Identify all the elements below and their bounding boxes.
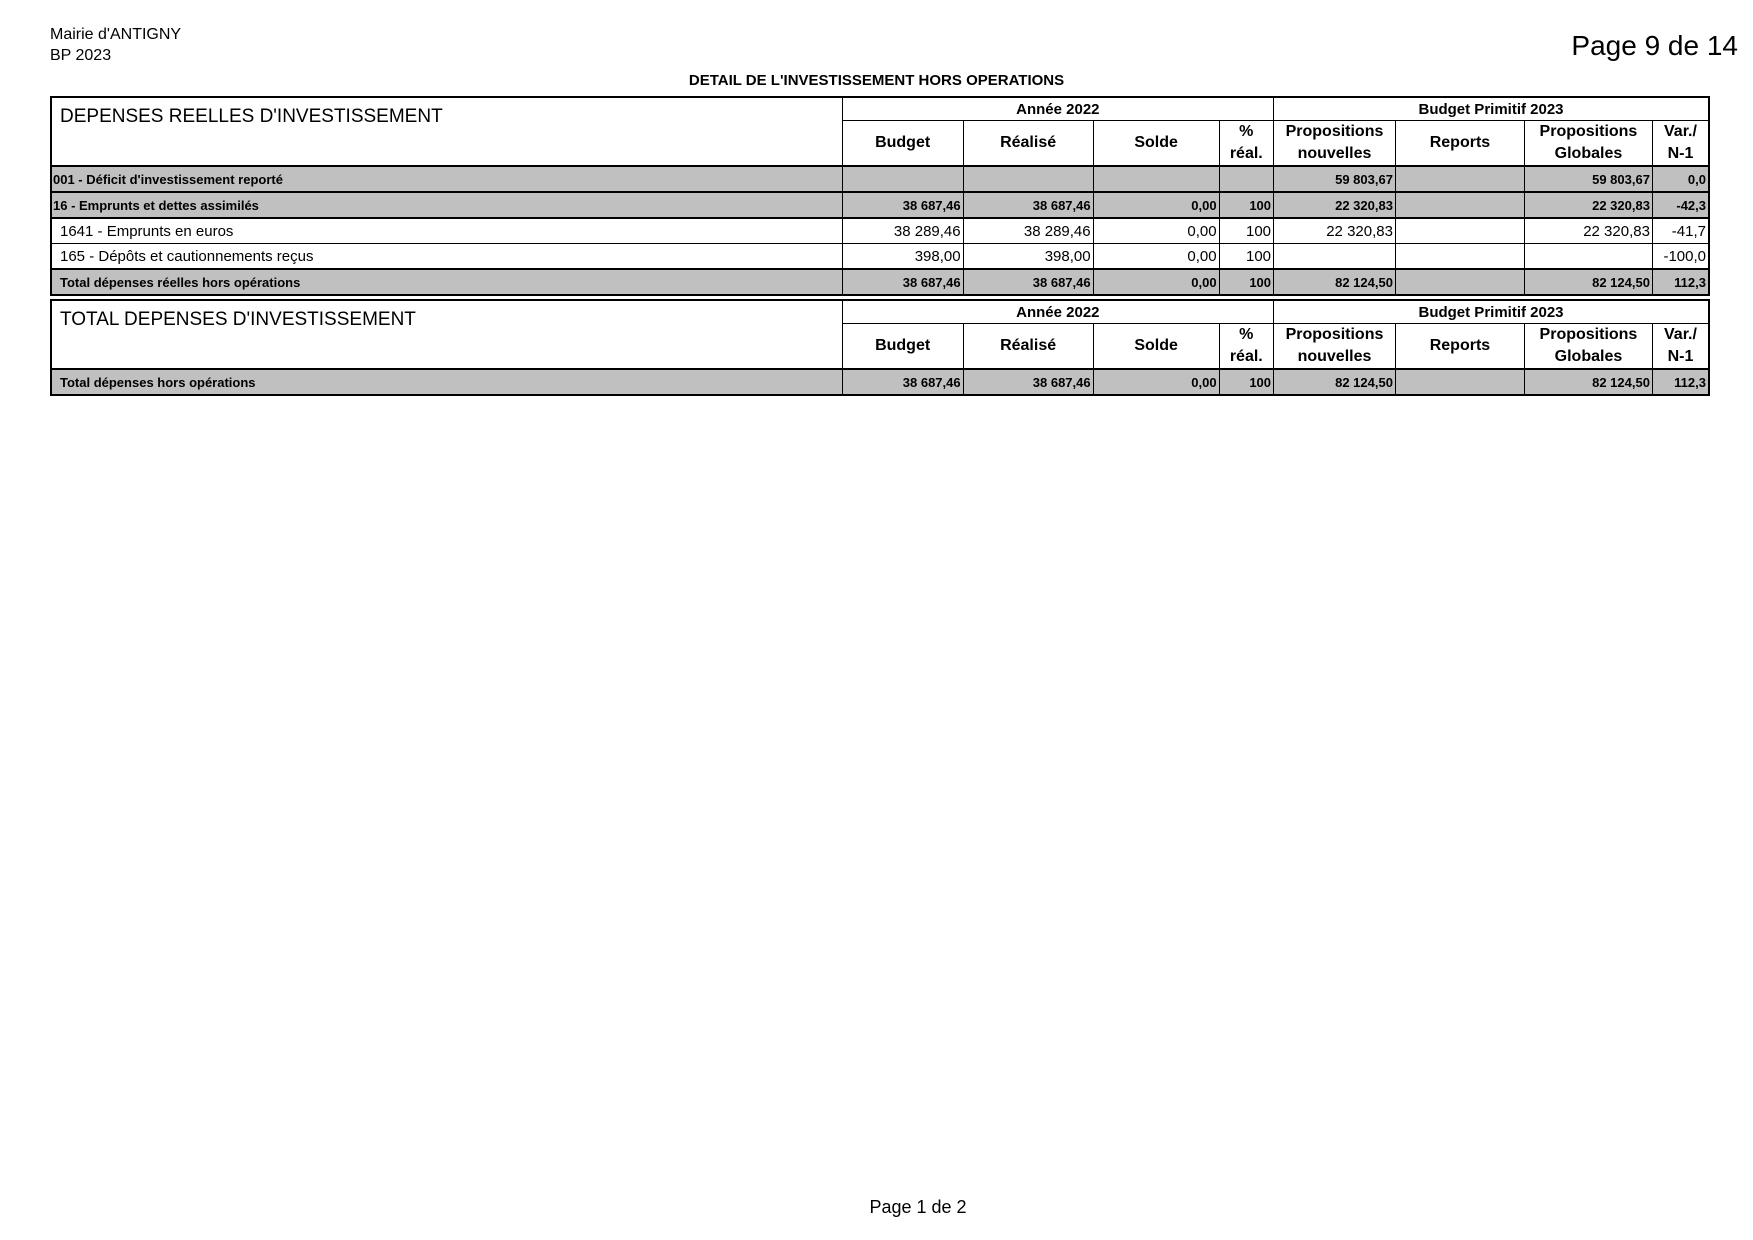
cell-variation: 112,3	[1652, 269, 1709, 295]
col-header-propositions-globales: Propositions Globales	[1524, 324, 1652, 370]
cell-reports	[1395, 369, 1524, 395]
col-header-reports: Reports	[1395, 324, 1524, 370]
group-header-2022: Année 2022	[842, 97, 1273, 121]
cell-budget: 38 289,46	[842, 218, 963, 244]
cell-budget: 38 687,46	[842, 369, 963, 395]
cell-budget: 38 687,46	[842, 192, 963, 218]
cell-reports	[1395, 218, 1524, 244]
cell-solde: 0,00	[1093, 192, 1219, 218]
table-row	[51, 166, 1709, 192]
cell-variation: -100,0	[1652, 244, 1709, 270]
cell-prop-nouvelles: 82 124,50	[1274, 269, 1396, 295]
organization-header	[50, 24, 181, 66]
organization-name: Mairie d'ANTIGNY	[50, 26, 182, 43]
cell-realise: 38 687,46	[963, 269, 1093, 295]
col-header-pct-realise: % réal.	[1219, 324, 1273, 370]
group-header-2023: Budget Primitif 2023	[1274, 300, 1709, 324]
cell-budget: 38 687,46	[842, 269, 963, 295]
row-label: 165 - Dépôts et cautionnements reçus	[51, 244, 842, 270]
col-header-realise: Réalisé	[963, 121, 1093, 167]
table-section-label: DEPENSES REELLES D'INVESTISSEMENT	[51, 97, 842, 166]
col-header-budget: Budget	[842, 324, 963, 370]
cell-solde	[1093, 166, 1219, 192]
cell-prop-globales: 22 320,83	[1524, 218, 1652, 244]
cell-realise: 38 687,46	[963, 369, 1093, 395]
col-header-variation: Var./ N-1	[1652, 324, 1709, 370]
cell-solde: 0,00	[1093, 369, 1219, 395]
cell-prop-globales: 82 124,50	[1524, 369, 1652, 395]
row-label: Total dépenses hors opérations	[51, 369, 842, 395]
col-header-solde: Solde	[1093, 121, 1219, 167]
budget-name: BP 2023	[50, 47, 112, 64]
cell-reports	[1395, 192, 1524, 218]
cell-realise: 38 687,46	[963, 192, 1093, 218]
cell-prop-globales	[1524, 244, 1652, 270]
cell-variation: -42,3	[1652, 192, 1709, 218]
col-header-budget: Budget	[842, 121, 963, 167]
row-label: 001 - Déficit d'investissement reporté	[51, 166, 842, 192]
table-row	[51, 244, 1709, 270]
cell-variation: 112,3	[1652, 369, 1709, 395]
table-row	[51, 218, 1709, 244]
cell-pct: 100	[1219, 192, 1273, 218]
col-header-propositions-nouvelles: Propositions nouvelles	[1274, 324, 1396, 370]
cell-budget	[842, 166, 963, 192]
group-header-2023: Budget Primitif 2023	[1274, 97, 1709, 121]
cell-pct	[1219, 166, 1273, 192]
cell-solde: 0,00	[1093, 244, 1219, 270]
cell-reports	[1395, 244, 1524, 270]
cell-prop-nouvelles: 22 320,83	[1274, 218, 1396, 244]
page-number-bottom: Page 1 de 2	[869, 1197, 967, 1217]
cell-pct: 100	[1219, 369, 1273, 395]
cell-pct: 100	[1219, 269, 1273, 295]
cell-reports	[1395, 166, 1524, 192]
row-label: Total dépenses réelles hors opérations	[51, 269, 842, 295]
cell-prop-nouvelles	[1274, 244, 1396, 270]
cell-prop-nouvelles: 59 803,67	[1274, 166, 1396, 192]
row-label: 16 - Emprunts et dettes assimilés	[51, 192, 842, 218]
total-depenses-table	[50, 299, 1710, 396]
cell-variation: 0,0	[1652, 166, 1709, 192]
table-row-total	[51, 269, 1709, 295]
col-header-pct-realise: % réal.	[1219, 121, 1273, 167]
cell-reports	[1395, 269, 1524, 295]
col-header-variation: Var./ N-1	[1652, 121, 1709, 167]
col-header-propositions-nouvelles: Propositions nouvelles	[1274, 121, 1396, 167]
table-row	[51, 192, 1709, 218]
col-header-reports: Reports	[1395, 121, 1524, 167]
cell-prop-nouvelles: 22 320,83	[1274, 192, 1396, 218]
cell-prop-globales: 22 320,83	[1524, 192, 1652, 218]
cell-realise: 398,00	[963, 244, 1093, 270]
cell-pct: 100	[1219, 218, 1273, 244]
document-title: DETAIL DE L'INVESTISSEMENT HORS OPERATIONS	[688, 72, 1065, 89]
cell-variation: -41,7	[1652, 218, 1709, 244]
row-label: 1641 - Emprunts en euros	[51, 218, 842, 244]
cell-realise	[963, 166, 1093, 192]
table-row-total	[51, 369, 1709, 395]
table-section-label: TOTAL DEPENSES D'INVESTISSEMENT	[51, 300, 842, 369]
cell-pct: 100	[1219, 244, 1273, 270]
cell-solde: 0,00	[1093, 269, 1219, 295]
cell-realise: 38 289,46	[963, 218, 1093, 244]
col-header-propositions-globales: Propositions Globales	[1524, 121, 1652, 167]
cell-prop-globales: 59 803,67	[1524, 166, 1652, 192]
col-header-solde: Solde	[1093, 324, 1219, 370]
col-header-realise: Réalisé	[963, 324, 1093, 370]
cell-solde: 0,00	[1093, 218, 1219, 244]
page-number-top: Page 9 de 14	[1571, 30, 1738, 61]
cell-prop-nouvelles: 82 124,50	[1274, 369, 1396, 395]
depenses-reelles-table	[50, 96, 1710, 296]
cell-prop-globales: 82 124,50	[1524, 269, 1652, 295]
cell-budget: 398,00	[842, 244, 963, 270]
group-header-2022: Année 2022	[842, 300, 1273, 324]
